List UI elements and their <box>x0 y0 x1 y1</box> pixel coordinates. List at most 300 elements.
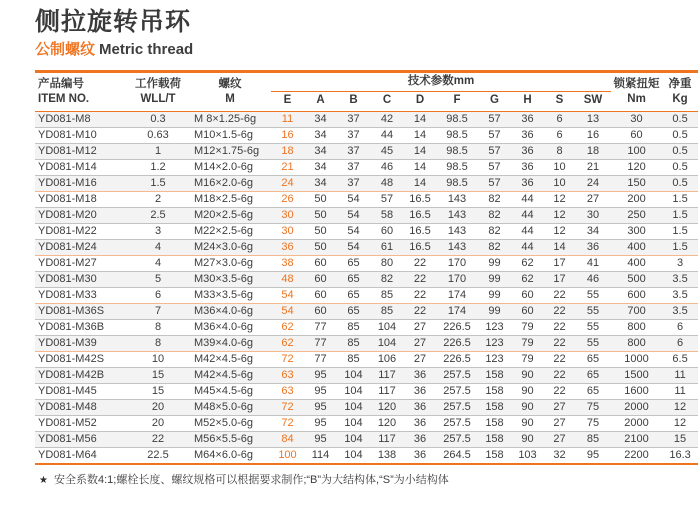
value-cell: 2200 <box>611 448 662 465</box>
value-cell: 95 <box>304 432 337 448</box>
thread-cell: M20×2.5-6g <box>189 208 271 224</box>
item-no-cell: YD081-M39 <box>35 336 127 352</box>
value-cell: 27 <box>544 400 575 416</box>
value-cell: 58 <box>370 208 404 224</box>
thread-cell: M24×3.0-6g <box>189 240 271 256</box>
value-cell: 12 <box>662 416 698 432</box>
value-cell: 120 <box>370 416 404 432</box>
value-cell: 37 <box>337 128 370 144</box>
e-value-cell: 54 <box>271 304 304 320</box>
value-cell: 65 <box>575 352 611 368</box>
item-no-cell: YD081-M33 <box>35 288 127 304</box>
table-row <box>35 400 698 416</box>
value-cell: 54 <box>337 192 370 208</box>
value-cell: 14 <box>404 144 436 160</box>
item-no-cell: YD081-M36S <box>35 304 127 320</box>
value-cell: 37 <box>347 113 360 125</box>
value-cell: 8 <box>127 336 189 352</box>
value-cell: 12 <box>544 224 575 240</box>
e-value-cell: 72 <box>271 400 304 416</box>
e-value-cell: 62 <box>271 320 304 336</box>
value-cell: 226.5 <box>436 352 478 368</box>
value-cell: 90 <box>511 416 544 432</box>
value-cell: 60 <box>511 304 544 320</box>
value-cell: 37 <box>337 176 370 192</box>
e-value-cell: 84 <box>271 432 304 448</box>
value-cell: 57 <box>370 192 404 208</box>
value-cell: 17 <box>544 272 575 288</box>
value-cell: 0.3 <box>150 113 166 125</box>
value-cell: 158 <box>478 432 511 448</box>
value-cell: 85 <box>370 288 404 304</box>
footnote <box>35 471 700 487</box>
item-no-cell: YD081-M27 <box>35 256 127 272</box>
thread-cell: M36×4.0-6g <box>189 304 271 320</box>
value-cell: 300 <box>611 224 662 240</box>
value-cell: 34 <box>314 113 327 125</box>
value-cell: 75 <box>575 416 611 432</box>
value-cell: 22 <box>404 272 436 288</box>
header-weight: 净重 Kg <box>662 72 698 112</box>
value-cell: 44 <box>370 128 404 144</box>
value-cell: 50 <box>304 224 337 240</box>
value-cell: 60 <box>370 224 404 240</box>
value-cell: 2 <box>127 192 189 208</box>
table-row <box>35 336 698 352</box>
table-row <box>35 368 698 384</box>
table-row <box>35 112 698 128</box>
value-cell: 0.5 <box>672 113 688 125</box>
value-cell: 98.5 <box>436 176 478 192</box>
value-cell: 4 <box>127 256 189 272</box>
value-cell: 60 <box>304 256 337 272</box>
page-subtitle <box>35 40 700 59</box>
e-value-cell: 72 <box>271 352 304 368</box>
value-cell: 143 <box>436 192 478 208</box>
value-cell: 60 <box>304 304 337 320</box>
value-cell: 22 <box>544 336 575 352</box>
value-cell: 36 <box>404 432 436 448</box>
value-cell: 117 <box>370 368 404 384</box>
value-cell: 57 <box>478 176 511 192</box>
table-row <box>35 432 698 448</box>
e-value-cell: 16 <box>271 128 304 144</box>
value-cell: 36 <box>404 400 436 416</box>
value-cell: 36 <box>404 448 436 465</box>
table-row <box>35 176 698 192</box>
value-cell: 174 <box>436 288 478 304</box>
value-cell: 36 <box>511 176 544 192</box>
thread-cell: M16×2.0-6g <box>189 176 271 192</box>
value-cell: 50 <box>304 192 337 208</box>
value-cell: 60 <box>611 128 662 144</box>
value-cell: 103 <box>511 448 544 465</box>
value-cell: 41 <box>575 256 611 272</box>
value-cell: 114 <box>304 448 337 465</box>
spec-table-body <box>35 112 698 465</box>
value-cell: 12 <box>544 208 575 224</box>
star-icon: ★ <box>39 475 48 486</box>
header-item-no: 产品编号 ITEM NO. <box>35 72 127 112</box>
item-no-cell: YD081-M36B <box>35 320 127 336</box>
value-cell: 27 <box>575 192 611 208</box>
value-cell: 16.3 <box>662 448 698 465</box>
value-cell: 7 <box>127 304 189 320</box>
item-no-cell: YD081-M45 <box>35 384 127 400</box>
e-value-cell: 48 <box>271 272 304 288</box>
table-row <box>35 128 698 144</box>
thread-cell: M56×5.5-6g <box>189 432 271 448</box>
item-no-cell: YD081-M10 <box>35 128 127 144</box>
value-cell: 44 <box>511 192 544 208</box>
value-cell: 79 <box>511 352 544 368</box>
item-no-cell: YD081-M8 <box>38 113 91 125</box>
e-value-cell: 30 <box>271 208 304 224</box>
header-col-h: H <box>511 92 544 112</box>
value-cell: 57 <box>488 113 501 125</box>
header-col-sw: SW <box>575 92 611 112</box>
value-cell: 2000 <box>611 400 662 416</box>
value-cell: 11 <box>662 384 698 400</box>
value-cell: 6 <box>556 113 563 125</box>
value-cell: 85 <box>370 304 404 320</box>
value-cell: 158 <box>478 400 511 416</box>
value-cell: 0.5 <box>662 128 698 144</box>
header-col-b: B <box>337 92 370 112</box>
value-cell: 99 <box>478 272 511 288</box>
header-col-g: G <box>478 92 511 112</box>
value-cell: 61 <box>370 240 404 256</box>
thread-cell: M18×2.5-6g <box>189 192 271 208</box>
value-cell: 65 <box>337 288 370 304</box>
value-cell: 27 <box>404 320 436 336</box>
table-row <box>35 224 698 240</box>
value-cell: 77 <box>304 320 337 336</box>
value-cell: 0.5 <box>662 160 698 176</box>
table-row <box>35 256 698 272</box>
thread-cell: M52×5.0-6g <box>189 416 271 432</box>
value-cell: 98.5 <box>436 160 478 176</box>
spec-table-header <box>35 72 698 112</box>
value-cell: 100 <box>611 144 662 160</box>
value-cell: 30 <box>575 208 611 224</box>
value-cell: 1.5 <box>662 224 698 240</box>
header-col-c: C <box>370 92 404 112</box>
value-cell: 6.5 <box>662 352 698 368</box>
value-cell: 400 <box>611 240 662 256</box>
e-value-cell: 38 <box>271 256 304 272</box>
value-cell: 44 <box>511 240 544 256</box>
value-cell: 80 <box>370 256 404 272</box>
thread-cell: M27×3.0-6g <box>189 256 271 272</box>
value-cell: 82 <box>478 192 511 208</box>
e-value-cell: 63 <box>271 368 304 384</box>
value-cell: 85 <box>337 320 370 336</box>
value-cell: 22.5 <box>127 448 189 465</box>
value-cell: 226.5 <box>436 336 478 352</box>
value-cell: 90 <box>511 368 544 384</box>
value-cell: 0.63 <box>127 128 189 144</box>
thread-cell: M64×6.0-6g <box>189 448 271 465</box>
value-cell: 37 <box>337 160 370 176</box>
value-cell: 5 <box>127 272 189 288</box>
value-cell: 27 <box>404 352 436 368</box>
value-cell: 1.5 <box>662 192 698 208</box>
e-value-cell: 21 <box>271 160 304 176</box>
e-value-cell: 63 <box>271 384 304 400</box>
table-row <box>35 304 698 320</box>
value-cell: 6 <box>544 128 575 144</box>
value-cell: 0.5 <box>662 144 698 160</box>
value-cell: 98.5 <box>446 113 468 125</box>
value-cell: 36 <box>404 368 436 384</box>
value-cell: 158 <box>478 368 511 384</box>
value-cell: 36 <box>511 160 544 176</box>
value-cell: 44 <box>511 208 544 224</box>
value-cell: 170 <box>436 272 478 288</box>
value-cell: 46 <box>370 160 404 176</box>
value-cell: 57 <box>478 128 511 144</box>
value-cell: 24 <box>575 176 611 192</box>
value-cell: 3.5 <box>662 272 698 288</box>
e-value-cell: 18 <box>271 144 304 160</box>
value-cell: 11 <box>662 368 698 384</box>
value-cell: 37 <box>337 144 370 160</box>
value-cell: 85 <box>337 336 370 352</box>
value-cell: 12 <box>662 400 698 416</box>
value-cell: 150 <box>611 176 662 192</box>
table-row <box>35 144 698 160</box>
value-cell: 15 <box>127 384 189 400</box>
item-no-cell: YD081-M42B <box>35 368 127 384</box>
value-cell: 1600 <box>611 384 662 400</box>
e-value-cell: 62 <box>271 336 304 352</box>
value-cell: 200 <box>611 192 662 208</box>
value-cell: 99 <box>478 256 511 272</box>
table-row <box>35 240 698 256</box>
value-cell: 257.5 <box>436 432 478 448</box>
value-cell: 16.5 <box>404 192 436 208</box>
value-cell: 75 <box>575 400 611 416</box>
value-cell: 27 <box>544 432 575 448</box>
value-cell: 174 <box>436 304 478 320</box>
value-cell: 50 <box>304 208 337 224</box>
value-cell: 123 <box>478 352 511 368</box>
thread-cell: M30×3.5-6g <box>189 272 271 288</box>
item-no-cell: YD081-M22 <box>35 224 127 240</box>
value-cell: 6 <box>662 336 698 352</box>
item-no-cell: YD081-M20 <box>35 208 127 224</box>
value-cell: 62 <box>511 272 544 288</box>
value-cell: 226.5 <box>436 320 478 336</box>
value-cell: 104 <box>337 400 370 416</box>
value-cell: 99 <box>478 288 511 304</box>
value-cell: 65 <box>337 304 370 320</box>
thread-cell: M48×5.0-6g <box>189 400 271 416</box>
value-cell: 400 <box>611 256 662 272</box>
value-cell: 6 <box>662 320 698 336</box>
value-cell: 104 <box>337 416 370 432</box>
value-cell: 34 <box>304 176 337 192</box>
value-cell: 3 <box>127 224 189 240</box>
value-cell: 95 <box>304 384 337 400</box>
thread-cell: M39×4.0-6g <box>189 336 271 352</box>
value-cell: 257.5 <box>436 400 478 416</box>
value-cell: 1500 <box>611 368 662 384</box>
value-cell: 104 <box>337 384 370 400</box>
thread-cell: M14×2.0-6g <box>189 160 271 176</box>
value-cell: 77 <box>304 352 337 368</box>
value-cell: 158 <box>478 416 511 432</box>
value-cell: 22 <box>544 352 575 368</box>
e-value-cell: 11 <box>281 113 294 125</box>
value-cell: 16.5 <box>404 208 436 224</box>
value-cell: 90 <box>511 432 544 448</box>
table-row <box>35 272 698 288</box>
e-value-cell: 54 <box>271 288 304 304</box>
value-cell: 10 <box>544 160 575 176</box>
value-cell: 54 <box>337 224 370 240</box>
value-cell: 34 <box>575 224 611 240</box>
value-cell: 55 <box>575 320 611 336</box>
value-cell: 32 <box>544 448 575 465</box>
value-cell: 0.5 <box>662 176 698 192</box>
value-cell: 120 <box>370 400 404 416</box>
value-cell: 117 <box>370 432 404 448</box>
table-row <box>35 384 698 400</box>
value-cell: 257.5 <box>436 416 478 432</box>
value-cell: 123 <box>478 336 511 352</box>
e-value-cell: 36 <box>271 240 304 256</box>
item-no-cell: YD081-M56 <box>35 432 127 448</box>
value-cell: 1.5 <box>127 176 189 192</box>
value-cell: 22 <box>544 320 575 336</box>
value-cell: 57 <box>478 160 511 176</box>
item-no-cell: YD081-M12 <box>35 144 127 160</box>
value-cell: 3.5 <box>662 304 698 320</box>
item-no-cell: YD081-M16 <box>35 176 127 192</box>
e-value-cell: 100 <box>271 448 304 465</box>
value-cell: 30 <box>630 113 643 125</box>
value-cell: 500 <box>611 272 662 288</box>
value-cell: 104 <box>370 336 404 352</box>
value-cell: 700 <box>611 304 662 320</box>
table-row <box>35 288 698 304</box>
value-cell: 65 <box>575 368 611 384</box>
value-cell: 90 <box>511 384 544 400</box>
value-cell: 46 <box>575 272 611 288</box>
value-cell: 6 <box>127 288 189 304</box>
item-no-cell: YD081-M14 <box>35 160 127 176</box>
value-cell: 36 <box>511 128 544 144</box>
value-cell: 257.5 <box>436 384 478 400</box>
thread-cell: M10×1.5-6g <box>189 128 271 144</box>
e-value-cell: 26 <box>271 192 304 208</box>
value-cell: 95 <box>304 400 337 416</box>
thread-cell: M45×4.5-6g <box>189 384 271 400</box>
e-value-cell: 24 <box>271 176 304 192</box>
value-cell: 27 <box>404 336 436 352</box>
value-cell: 22 <box>544 304 575 320</box>
value-cell: 20 <box>127 400 189 416</box>
value-cell: 123 <box>478 320 511 336</box>
value-cell: 55 <box>575 304 611 320</box>
value-cell: 82 <box>478 240 511 256</box>
value-cell: 36 <box>575 240 611 256</box>
value-cell: 104 <box>337 448 370 465</box>
value-cell: 82 <box>478 224 511 240</box>
value-cell: 4 <box>127 240 189 256</box>
value-cell: 158 <box>478 384 511 400</box>
value-cell: 257.5 <box>436 368 478 384</box>
value-cell: 10 <box>127 352 189 368</box>
value-cell: 14 <box>404 160 436 176</box>
value-cell: 14 <box>544 240 575 256</box>
thread-cell: M42×4.5-6g <box>189 352 271 368</box>
item-no-cell: YD081-M30 <box>35 272 127 288</box>
value-cell: 10 <box>544 176 575 192</box>
header-col-d: D <box>404 92 436 112</box>
value-cell: 90 <box>511 400 544 416</box>
value-cell: 34 <box>304 160 337 176</box>
value-cell: 170 <box>436 256 478 272</box>
table-row <box>35 208 698 224</box>
item-no-cell: YD081-M24 <box>35 240 127 256</box>
table-row <box>35 320 698 336</box>
value-cell: 55 <box>575 336 611 352</box>
value-cell: 54 <box>337 240 370 256</box>
value-cell: 60 <box>511 288 544 304</box>
value-cell: 138 <box>370 448 404 465</box>
value-cell: 82 <box>370 272 404 288</box>
value-cell: 21 <box>575 160 611 176</box>
value-cell: 3 <box>662 256 698 272</box>
value-cell: 3.5 <box>662 288 698 304</box>
value-cell: 1.2 <box>127 160 189 176</box>
header-col-a: A <box>304 92 337 112</box>
value-cell: 22 <box>544 288 575 304</box>
value-cell: 36 <box>511 144 544 160</box>
value-cell: 106 <box>370 352 404 368</box>
value-cell: 98.5 <box>436 128 478 144</box>
value-cell: 20 <box>127 416 189 432</box>
value-cell: 17 <box>544 256 575 272</box>
value-cell: 15 <box>127 368 189 384</box>
value-cell: 79 <box>511 320 544 336</box>
e-value-cell: 72 <box>271 416 304 432</box>
value-cell: 14 <box>404 176 436 192</box>
table-row <box>35 416 698 432</box>
thread-cell: M 8×1.25-6g <box>194 113 257 125</box>
value-cell: 104 <box>370 320 404 336</box>
value-cell: 22 <box>544 368 575 384</box>
value-cell: 55 <box>575 288 611 304</box>
value-cell: 800 <box>611 336 662 352</box>
header-col-s: S <box>544 92 575 112</box>
value-cell: 36 <box>404 416 436 432</box>
table-row <box>35 192 698 208</box>
value-cell: 79 <box>511 336 544 352</box>
value-cell: 15 <box>662 432 698 448</box>
value-cell: 143 <box>436 224 478 240</box>
value-cell: 27 <box>544 416 575 432</box>
value-cell: 14 <box>404 128 436 144</box>
value-cell: 34 <box>304 128 337 144</box>
value-cell: 85 <box>337 352 370 368</box>
value-cell: 16.5 <box>404 224 436 240</box>
value-cell: 1.5 <box>662 240 698 256</box>
value-cell: 8 <box>127 320 189 336</box>
